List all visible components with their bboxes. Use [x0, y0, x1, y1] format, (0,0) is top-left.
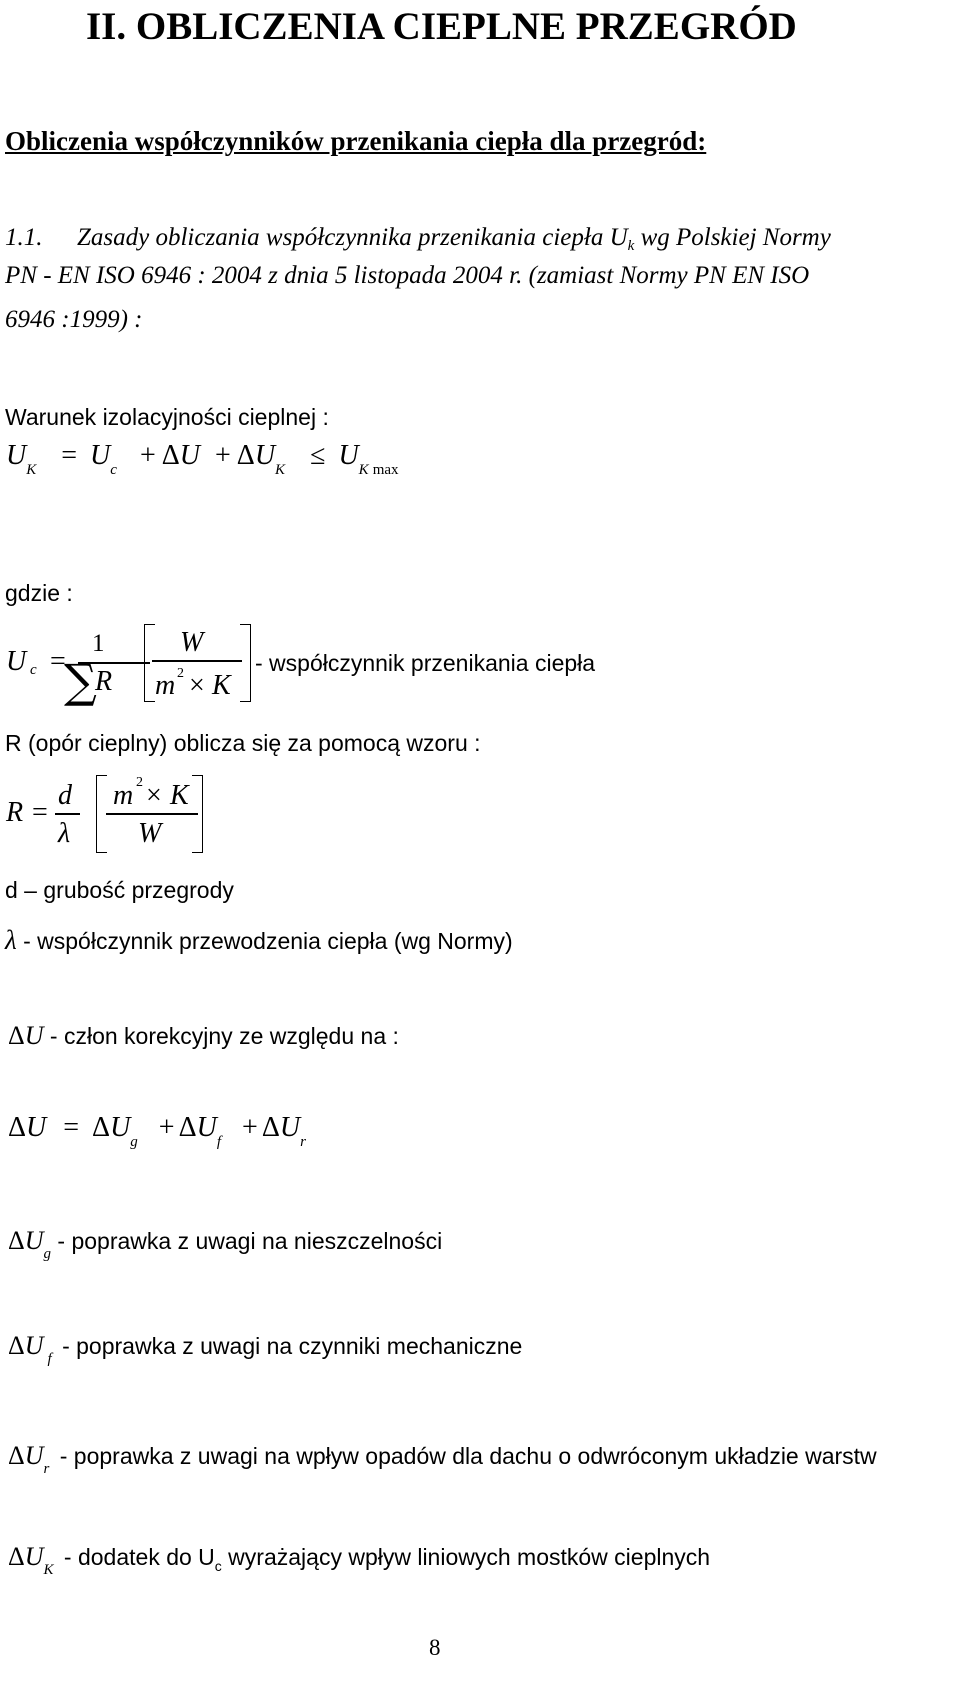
sym-u: U: [110, 1112, 131, 1143]
section-line1-text: Zasady obliczania współczynnika przenikania ciepła U: [77, 224, 628, 251]
sub-c: c: [110, 462, 117, 478]
right-bracket: [192, 775, 203, 853]
sym-lambda: λ: [5, 925, 17, 955]
sub-r: r: [300, 1134, 306, 1150]
sym-delta: Δ: [161, 440, 180, 471]
sym-delta: Δ: [8, 1021, 25, 1050]
sym-delta: Δ: [236, 440, 255, 471]
sym-m: m: [155, 670, 176, 701]
fraction-line: [152, 660, 242, 662]
section-subtitle: Obliczenia współczynników przenikania ciepła dla przegród:: [5, 126, 707, 156]
sym-delta: Δ: [8, 1542, 25, 1571]
right-bracket: [240, 624, 251, 702]
duk-description-b: wyrażający wpływ liniowych mostków cieplnych: [221, 1544, 711, 1570]
fraction-line: [106, 813, 198, 815]
du-description-line: [8, 1021, 399, 1051]
sub-g: g: [130, 1134, 138, 1150]
sym-u: U: [24, 1542, 44, 1571]
sup-two: 2: [136, 775, 143, 790]
numerator-one: 1: [92, 630, 105, 657]
dur-description-line: [8, 1441, 877, 1477]
sym-times: ×: [146, 780, 162, 811]
sym-delta: Δ: [261, 1112, 280, 1143]
sym-plus: +: [215, 440, 231, 471]
sub-c: c: [30, 662, 37, 678]
sym-eq: =: [61, 440, 78, 471]
sym-u: U: [6, 440, 27, 471]
sub-k: K: [43, 1562, 54, 1578]
sym-k: K: [170, 780, 189, 811]
sym-plus: +: [158, 1112, 175, 1143]
sup-two: 2: [177, 666, 184, 681]
sym-delta: Δ: [8, 1441, 25, 1470]
lambda-description: - współczynnik przewodzenia ciepła (wg Normy): [23, 928, 513, 954]
sym-delta: Δ: [8, 1226, 25, 1255]
section-heading-line3: 6946 :1999) :: [5, 306, 143, 333]
sym-delta: Δ: [92, 1112, 111, 1143]
sym-u: U: [338, 440, 359, 471]
sym-w: W: [180, 627, 204, 658]
sym-eq: =: [63, 1112, 80, 1143]
condition-formula: [6, 440, 399, 478]
sym-u: U: [179, 440, 200, 471]
left-bracket: [144, 624, 155, 702]
sym-times: ×: [189, 670, 205, 701]
sym-m: m: [113, 780, 134, 811]
sym-u: U: [24, 1441, 44, 1470]
sym-u: U: [24, 1331, 44, 1360]
sub-f: f: [216, 1134, 222, 1150]
section-line1-sub: k: [627, 238, 635, 254]
sym-u: U: [196, 1112, 217, 1143]
sym-delta: Δ: [178, 1112, 197, 1143]
sym-delta: Δ: [8, 1331, 25, 1360]
dug-description-line: [8, 1226, 443, 1262]
dug-description: - poprawka z uwagi na nieszczelności: [57, 1228, 443, 1254]
dur-description: - poprawka z uwagi na wpływ opadów dla dachu o odwróconym układzie warstw: [59, 1443, 877, 1469]
duk-description-a: - dodatek do U: [63, 1544, 215, 1570]
sub-max: max: [372, 462, 399, 478]
sym-lambda: λ: [58, 818, 71, 849]
section-heading-line1: [5, 224, 831, 252]
sym-eq: =: [50, 646, 66, 677]
sym-delta: Δ: [8, 1112, 27, 1143]
sym-d: d: [58, 780, 72, 811]
sym-w: W: [138, 818, 162, 849]
section-number: 1.1.: [5, 224, 43, 251]
sub-f: f: [47, 1351, 52, 1367]
duk-description-line: [8, 1542, 711, 1578]
duf-description: - poprawka z uwagi na czynniki mechaniczne: [62, 1333, 523, 1359]
sym-le: ≤: [310, 440, 326, 471]
d-description: d – grubość przegrody: [5, 877, 234, 903]
sub-k: K: [275, 462, 286, 478]
sym-plus: +: [242, 1112, 258, 1143]
page-title: II. OBLICZENIA CIEPLNE PRZEGRÓD: [86, 5, 797, 48]
sym-u: U: [6, 646, 27, 677]
sym-u: U: [90, 440, 111, 471]
sym-k: K: [212, 670, 231, 701]
where-label: gdzie :: [5, 580, 73, 606]
r-intro: R (opór cieplny) oblicza się za pomocą wzoru :: [5, 730, 481, 756]
sym-r: R: [95, 666, 113, 697]
sym-plus: +: [139, 440, 156, 471]
du-description: - człon korekcyjny ze względu na :: [49, 1023, 399, 1049]
uc-description: - współczynnik przenikania ciepła: [255, 650, 596, 676]
sym-r: R: [6, 797, 24, 828]
sym-u: U: [254, 440, 276, 471]
sub-g: g: [43, 1246, 52, 1262]
sym-u: U: [24, 1021, 44, 1050]
section-heading-line2: PN - EN ISO 6946 : 2004 z dnia 5 listopada 2004 r. (zamiast Normy PN EN ISO: [5, 262, 810, 289]
sigma-symbol: ∑: [64, 654, 97, 708]
page-number: 8: [429, 1635, 441, 1660]
duf-description-line: [8, 1331, 523, 1367]
du-sum-formula: [8, 1112, 306, 1150]
sym-u: U: [279, 1112, 301, 1143]
fraction-line: [55, 813, 80, 815]
section-line1-end: wg Polskiej Normy: [634, 224, 831, 251]
sym-u: U: [26, 1112, 47, 1143]
duk-description-sub: c: [214, 1558, 222, 1574]
sym-eq: =: [32, 797, 48, 828]
sub-k: K: [358, 462, 369, 478]
lambda-description-line: [5, 925, 513, 956]
sub-r: r: [43, 1461, 50, 1477]
sym-u: U: [24, 1226, 44, 1255]
condition-label: Warunek izolacyjności cieplnej :: [5, 404, 329, 430]
sub-k: K: [26, 462, 37, 478]
